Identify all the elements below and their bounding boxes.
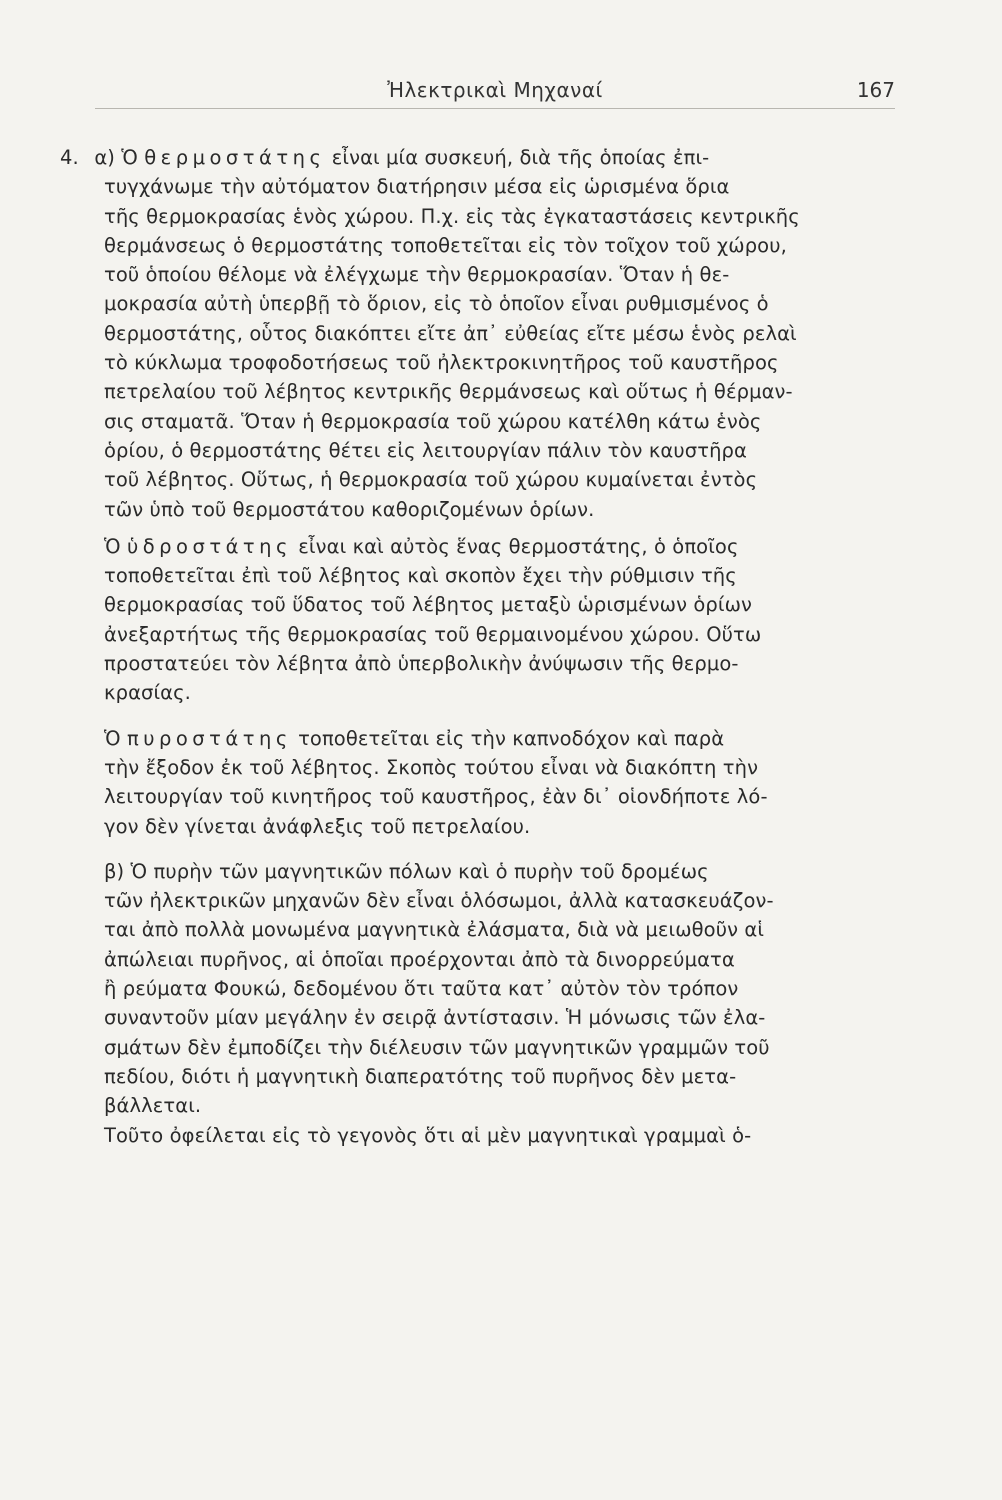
text-line: λειτουργίαν τοῦ κινητῆρος τοῦ καυστῆρος, ἐὰν δι᾽ οἱονδήποτε λό- [104,785,768,809]
text-line-rest: εἶναι μία συσκευή, διὰ τῆς ὁποίας ἐπι- [331,146,710,169]
text-line: τοποθετεῖται ἐπὶ τοῦ λέβητος καὶ σκοπὸν ἔχει τὴν ρύθμισιν τῆς [104,564,737,588]
text-line: τυγχάνωμε τὴν αὐτόματον διατήρησιν μέσα εἰς ὡρισμένα ὅρια [104,175,730,199]
text-line: θερμάνσεως ὁ θερμοστάτης τοποθετεῖται εἰς τὸν τοῖχον τοῦ χώρου, [104,233,787,257]
paragraph-continuation [60,1121,895,1150]
subsection-lead: α) Ὁ [94,146,138,169]
text-line: τῆς θερμοκρασίας ἑνὸς χώρου. Π.χ. εἰς τὰς ἐγκαταστάσεις κεντρικῆς [104,204,800,228]
text-line: θερμοστάτης, οὗτος διακόπτει εἴτε ἀπ᾽ εὐθείας εἴτε μέσω ἑνὸς ρελαὶ [104,321,797,345]
text-line: ἀνεξαρτήτως τῆς θερμοκρασίας τοῦ θερμαινομένου χώρου. Οὕτω [104,622,762,646]
text-line: ἢ ρεύματα Φουκώ, δεδομένου ὅτι ταῦτα κατ᾽ αὐτὸν τὸν τρόπον [104,977,739,1001]
text-line: σμάτων δὲν ἐμποδίζει τὴν διέλευσιν τῶν μαγνητικῶν γραμμῶν τοῦ [104,1035,770,1059]
paragraph-pyrostat [60,724,895,841]
text-line: πετρελαίου τοῦ λέβητος κεντρικῆς θερμάνσεως καὶ οὕτως ἡ θέρμαν- [104,380,793,404]
paragraph-gap [60,524,895,532]
text-line: προστατεύει τὸν λέβητα ἀπὸ ὑπερβολικὴν ἀνύψωσιν τῆς θερμο- [104,652,739,676]
text-line: τῶν ὑπὸ τοῦ θερμοστάτου καθοριζομένων ὁρίων. [104,497,595,521]
paragraph-gap [60,708,895,724]
paragraph-thermostat [60,143,895,524]
paragraph-lead: Ὁ [104,726,121,750]
text-line [60,532,895,561]
text-line: τοῦ λέβητος. Οὕτως, ἡ θερμοκρασία τοῦ χώρου κυμαίνεται ἐντὸς [104,468,758,492]
text-line: μοκρασία αὐτὴ ὑπερβῇ τὸ ὅριον, εἰς τὸ ὁποῖον εἶναι ρυθμισμένος ὁ [104,292,769,316]
text-line: β) Ὁ πυρὴν τῶν μαγνητικῶν πόλων καὶ ὁ πυρὴν τοῦ δρομέως [104,859,709,883]
item-number: 4. [60,146,79,169]
page-number: 167 [856,78,895,102]
text-line: βάλλεται. [104,1094,202,1118]
text-line-rest: τοποθετεῖται εἰς τὴν καπνοδόχον καὶ παρὰ [298,726,725,750]
text-line: ὁρίου, ὁ θερμοστάτης θέτει εἰς λειτουργίαν πάλιν τὸν καυστῆρα [104,438,747,462]
running-title: Ἠλεκτρικαὶ Μηχαναί [387,78,603,102]
paragraph-lead: Ὁ [104,534,121,558]
paragraph-magnetic-cores [60,857,895,1121]
text-line: Τοῦτο ὀφείλεται εἰς τὸ γεγονὸς ὅτι αἱ μὲν μαγνητικαὶ γραμμαὶ ὁ- [104,1123,752,1147]
body-text [60,143,895,1150]
text-line-rest: εἶναι καὶ αὐτὸς ἕνας θερμοστάτης, ὁ ὁποῖος [298,534,739,558]
text-line: τῶν ἠλεκτρικῶν μηχανῶν δὲν εἶναι ὁλόσωμοι, ἀλλὰ κατασκευάζον- [104,889,774,913]
text-line: σις σταματᾶ. Ὅταν ἡ θερμοκρασία τοῦ χώρου κατέλθη κάτω ἑνὸς [104,409,762,433]
text-line: γον δὲν γίνεται ἀνάφλεξις τοῦ πετρελαίου. [104,814,531,838]
text-line: τὸ κύκλωμα τροφοδοτήσεως τοῦ ἠλεκτροκινητῆρος τοῦ καυστῆρος [104,351,779,375]
text-line: κρασίας. [104,681,191,705]
text-line: ται ἀπὸ πολλὰ μονωμένα μαγνητικὰ ἐλάσματα, διὰ νὰ μειωθοῦν αἱ [104,918,765,942]
term-hydrostat: ὑδροστάτης [126,534,292,558]
text-line: πεδίου, διότι ἡ μαγνητικὴ διαπερατότης τοῦ πυρῆνος δὲν μετα- [104,1064,737,1088]
text-line [60,724,895,753]
text-line: ἀπώλειαι πυρῆνος, αἱ ὁποῖαι προέρχονται ἀπὸ τὰ δινορρεύματα [104,947,735,971]
term-thermostat: θερμοστάτης [144,146,326,169]
term-pyrostat: πυροστάτης [126,726,292,750]
text-line [60,143,895,172]
text-line: θερμοκρασίας τοῦ ὕδατος τοῦ λέβητος μεταξὺ ὡρισμένων ὁρίων [104,593,752,617]
paragraph-gap [60,841,895,857]
text-line: τοῦ ὁποίου θέλομε νὰ ἐλέγχωμε τὴν θερμοκρασίαν. Ὅταν ἡ θε- [104,263,730,287]
text-line: τὴν ἔξοδον ἐκ τοῦ λέβητος. Σκοπὸς τούτου εἶναι νὰ διακόπτη τὴν [104,755,759,779]
running-header [95,74,895,109]
paragraph-hydrostat [60,532,895,708]
text-line: συναντοῦν μίαν μεγάλην ἐν σειρᾷ ἀντίστασιν. Ἡ μόνωσις τῶν ἐλα- [104,1006,766,1030]
